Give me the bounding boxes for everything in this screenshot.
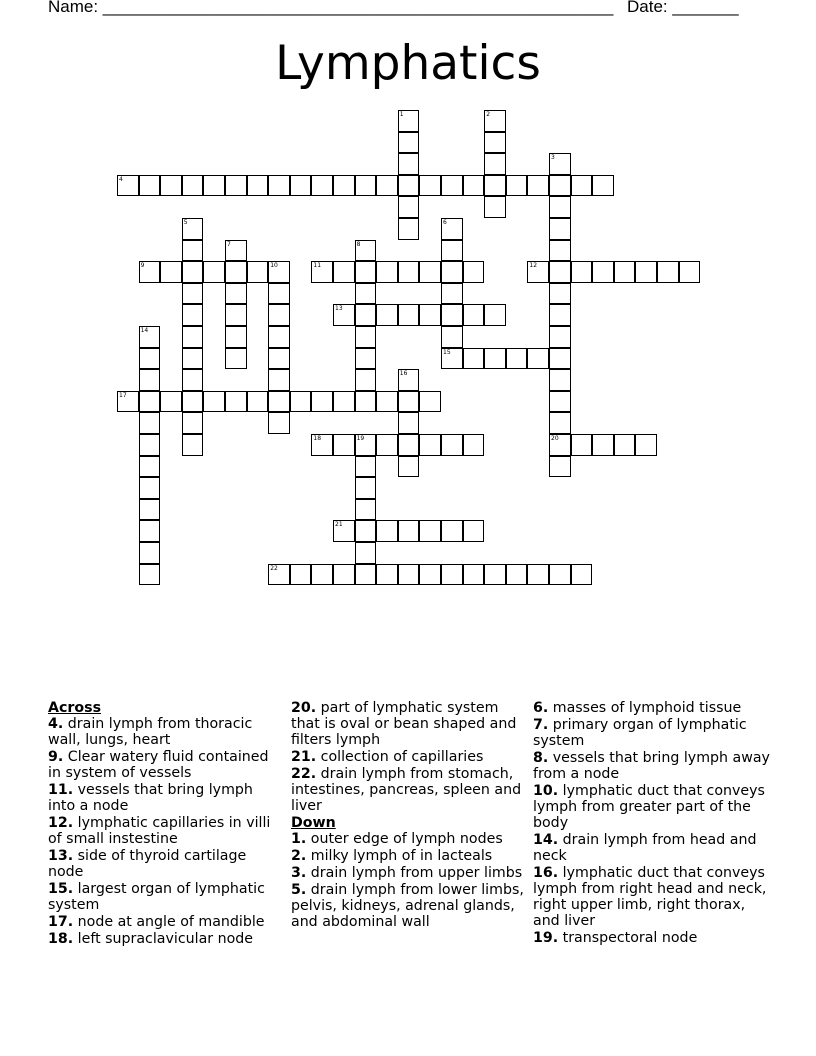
grid-cell[interactable] (333, 175, 355, 197)
clue-number: 12. (48, 815, 74, 831)
grid-cell[interactable] (376, 261, 398, 283)
clues-column-2 (291, 700, 526, 931)
grid-cell[interactable] (635, 261, 657, 283)
clue-text: primary organ of lymphatic system (533, 717, 747, 749)
grid-cell[interactable] (549, 326, 571, 348)
grid-cell[interactable] (311, 434, 333, 456)
grid-cell[interactable] (679, 261, 701, 283)
clue-text: drain lymph from stomach, intestines, pancreas, spleen and liver (291, 766, 522, 814)
grid-cell[interactable] (549, 261, 571, 283)
grid-cell[interactable] (549, 196, 571, 218)
grid-cell[interactable] (139, 564, 161, 586)
clue-text: drain lymph from lower limbs, pelvis, kidneys, adrenal glands, and abdominal wall (291, 882, 524, 930)
grid-cell[interactable] (549, 434, 571, 456)
grid-cell[interactable] (139, 412, 161, 434)
grid-cell[interactable] (484, 196, 506, 218)
clue-text: transpectoral node (562, 930, 698, 946)
clue-across-17 (48, 914, 283, 930)
clue-text: node at angle of mandible (77, 914, 265, 930)
grid-cell[interactable] (463, 175, 485, 197)
grid-cell[interactable] (419, 261, 441, 283)
clue-text: drain lymph from thoracic wall, lungs, heart (48, 716, 253, 748)
clue-number: 14. (533, 832, 559, 848)
grid-cell[interactable] (592, 434, 614, 456)
grid-cell[interactable] (268, 175, 290, 197)
clue-across-22 (291, 766, 526, 814)
grid-cell[interactable] (268, 564, 290, 586)
grid-cell[interactable] (484, 110, 506, 132)
clue-down-1 (291, 831, 526, 847)
cell-number: 14 (140, 327, 149, 334)
clue-down-14 (533, 832, 773, 864)
clue-text: masses of lymphoid tissue (552, 700, 742, 716)
grid-cell[interactable] (592, 261, 614, 283)
cell-number: 7 (227, 240, 231, 248)
grid-cell[interactable] (592, 175, 614, 197)
grid-cell[interactable] (247, 175, 269, 197)
clue-across-21 (291, 749, 526, 765)
grid-cell[interactable] (484, 564, 506, 586)
grid-cell[interactable] (571, 261, 593, 283)
date-field[interactable]: Date: _______ (627, 0, 739, 16)
grid-cell[interactable] (333, 304, 355, 326)
grid-cell[interactable] (419, 391, 441, 413)
cell-number: 13 (335, 305, 343, 313)
grid-cell[interactable] (441, 304, 463, 326)
grid-cell[interactable] (398, 153, 420, 175)
cell-number: 16 (399, 370, 408, 378)
grid-cell[interactable] (484, 304, 506, 326)
grid-cell[interactable] (441, 434, 463, 456)
grid-cell[interactable] (441, 564, 463, 586)
grid-cell[interactable] (527, 261, 549, 283)
clue-text: Clear watery fluid contained in system of vessels (48, 749, 269, 781)
grid-cell[interactable] (398, 196, 420, 218)
clue-down-10 (533, 783, 773, 831)
grid-cell[interactable] (635, 434, 657, 456)
grid-cell[interactable] (571, 175, 593, 197)
grid-cell[interactable] (117, 175, 139, 197)
grid-cell[interactable] (657, 261, 679, 283)
grid-cell[interactable] (398, 564, 420, 586)
clue-across-20 (291, 700, 526, 748)
grid-cell[interactable] (247, 391, 269, 413)
grid-cell[interactable] (290, 175, 312, 197)
grid-cell[interactable] (376, 304, 398, 326)
grid-cell[interactable] (355, 391, 377, 413)
grid-cell[interactable] (441, 261, 463, 283)
clue-number: 1. (291, 831, 307, 847)
grid-cell[interactable] (182, 348, 204, 370)
clue-number: 19. (533, 930, 559, 946)
clue-number: 4. (48, 716, 64, 732)
clue-text: drain lymph from upper limbs (310, 865, 523, 881)
grid-cell[interactable] (398, 261, 420, 283)
clue-text: outer edge of lymph nodes (310, 831, 503, 847)
cell-number: 3 (551, 154, 555, 162)
grid-cell[interactable] (139, 456, 161, 478)
clue-text: side of thyroid cartilage node (48, 848, 247, 880)
grid-cell[interactable] (549, 348, 571, 370)
grid-cell[interactable] (549, 456, 571, 478)
cell-number: 2 (486, 111, 491, 118)
grid-cell[interactable] (527, 175, 549, 197)
clue-number: 18. (48, 931, 74, 947)
clue-text: lymphatic duct that conveys lymph from right head and neck, right upper limb, right thorax, and liver (533, 865, 767, 929)
grid-cell[interactable] (376, 391, 398, 413)
grid-cell[interactable] (311, 261, 333, 283)
grid-cell[interactable] (268, 283, 290, 305)
clue-number: 22. (291, 766, 317, 782)
down-heading: Down (291, 815, 336, 831)
clue-text: lymphatic duct that conveys lymph from greater part of the body (533, 783, 765, 831)
clue-number: 5. (291, 882, 307, 898)
clue-down-16 (533, 865, 773, 929)
grid-cell[interactable] (398, 369, 420, 391)
clue-number: 16. (533, 865, 559, 881)
grid-cell[interactable] (549, 304, 571, 326)
grid-cell[interactable] (290, 391, 312, 413)
grid-cell[interactable] (333, 564, 355, 586)
clue-text: lymphatic capillaries in villi of small instestine (48, 815, 271, 847)
clue-number: 6. (533, 700, 549, 716)
grid-cell[interactable] (549, 153, 571, 175)
clue-text: vessels that bring lymph away from a node (533, 750, 770, 782)
grid-cell[interactable] (182, 326, 204, 348)
grid-cell[interactable] (549, 218, 571, 240)
grid-cell[interactable] (225, 326, 247, 348)
grid-cell[interactable] (419, 304, 441, 326)
grid-cell[interactable] (398, 456, 420, 478)
across-heading: Across (48, 700, 102, 716)
grid-cell[interactable] (333, 261, 355, 283)
grid-cell[interactable] (549, 240, 571, 262)
grid-cell[interactable] (182, 261, 204, 283)
cell-number: 1 (399, 111, 404, 118)
cell-number: 19 (356, 435, 365, 442)
cell-number: 18 (313, 435, 322, 442)
grid-cell[interactable] (398, 434, 420, 456)
grid-cell[interactable] (225, 304, 247, 326)
grid-cell[interactable] (441, 520, 463, 542)
grid-cell[interactable] (398, 132, 420, 154)
clue-number: 13. (48, 848, 74, 864)
clue-across-4 (48, 716, 283, 748)
grid-cell[interactable] (355, 348, 377, 370)
page-title: Lymphatics (275, 36, 541, 91)
grid-cell[interactable] (290, 564, 312, 586)
grid-cell[interactable] (225, 391, 247, 413)
grid-cell[interactable] (182, 304, 204, 326)
clues-column-3 (533, 700, 773, 947)
cell-number: 9 (140, 262, 145, 270)
grid-cell[interactable] (160, 261, 182, 283)
clue-down-7 (533, 717, 773, 749)
grid-cell[interactable] (376, 175, 398, 197)
grid-cell[interactable] (139, 369, 161, 391)
grid-cell[interactable] (376, 434, 398, 456)
grid-cell[interactable] (398, 412, 420, 434)
grid-cell[interactable] (139, 434, 161, 456)
grid-cell[interactable] (333, 391, 355, 413)
grid-cell[interactable] (506, 175, 528, 197)
grid-cell[interactable] (463, 520, 485, 542)
grid-cell[interactable] (527, 564, 549, 586)
clue-across-9 (48, 749, 283, 781)
grid-cell[interactable] (549, 283, 571, 305)
grid-cell[interactable] (441, 218, 463, 240)
clue-down-3 (291, 865, 526, 881)
grid-cell[interactable] (398, 304, 420, 326)
cell-number: 10 (270, 262, 278, 270)
grid-cell[interactable] (463, 564, 485, 586)
grid-cell[interactable] (182, 434, 204, 456)
grid-cell[interactable] (506, 348, 528, 370)
grid-cell[interactable] (355, 175, 377, 197)
grid-cell[interactable] (398, 175, 420, 197)
grid-cell[interactable] (484, 132, 506, 154)
grid-cell[interactable] (355, 326, 377, 348)
cell-number: 4 (119, 175, 123, 183)
grid-cell[interactable] (311, 564, 333, 586)
grid-cell[interactable] (355, 369, 377, 391)
grid-cell[interactable] (441, 240, 463, 262)
clue-number: 7. (533, 717, 549, 733)
grid-cell[interactable] (160, 175, 182, 197)
grid-cell[interactable] (549, 412, 571, 434)
grid-cell[interactable] (441, 175, 463, 197)
grid-cell[interactable] (139, 326, 161, 348)
grid-cell[interactable] (182, 412, 204, 434)
grid-cell[interactable] (139, 348, 161, 370)
clue-number: 17. (48, 914, 74, 930)
grid-cell[interactable] (247, 261, 269, 283)
grid-cell[interactable] (160, 391, 182, 413)
grid-cell[interactable] (398, 520, 420, 542)
grid-cell[interactable] (182, 283, 204, 305)
clue-across-13 (48, 848, 283, 880)
clue-down-5 (291, 882, 526, 930)
grid-cell[interactable] (225, 175, 247, 197)
grid-cell[interactable] (571, 434, 593, 456)
grid-cell[interactable] (398, 110, 420, 132)
grid-cell[interactable] (268, 326, 290, 348)
grid-cell[interactable] (311, 175, 333, 197)
clue-number: 21. (291, 749, 317, 765)
grid-cell[interactable] (549, 564, 571, 586)
clue-number: 15. (48, 881, 74, 897)
grid-cell[interactable] (419, 175, 441, 197)
clue-down-19 (533, 930, 773, 946)
grid-cell[interactable] (355, 261, 377, 283)
grid-cell[interactable] (139, 520, 161, 542)
cell-number: 15 (443, 348, 451, 356)
clue-across-12 (48, 815, 283, 847)
grid-cell[interactable] (355, 434, 377, 456)
clue-number: 8. (533, 750, 549, 766)
grid-cell[interactable] (355, 240, 377, 262)
clue-number: 11. (48, 782, 74, 798)
clues-column-1 (48, 700, 283, 948)
grid-cell[interactable] (268, 391, 290, 413)
cell-number: 11 (313, 262, 322, 270)
grid-cell[interactable] (139, 477, 161, 499)
cell-number: 8 (356, 240, 361, 248)
grid-cell[interactable] (484, 348, 506, 370)
grid-cell[interactable] (549, 369, 571, 391)
grid-cell[interactable] (398, 218, 420, 240)
grid-cell[interactable] (484, 175, 506, 197)
clue-text: largest organ of lymphatic system (48, 881, 265, 913)
grid-cell[interactable] (225, 348, 247, 370)
grid-cell[interactable] (355, 456, 377, 478)
grid-cell[interactable] (571, 564, 593, 586)
cell-number: 22 (270, 564, 278, 572)
grid-cell[interactable] (139, 542, 161, 564)
grid-cell[interactable] (419, 520, 441, 542)
grid-cell[interactable] (333, 434, 355, 456)
clue-across-15 (48, 881, 283, 913)
grid-cell[interactable] (398, 391, 420, 413)
grid-cell[interactable] (441, 283, 463, 305)
grid-cell[interactable] (139, 175, 161, 197)
grid-cell[interactable] (203, 175, 225, 197)
grid-cell[interactable] (225, 240, 247, 262)
grid-cell[interactable] (355, 520, 377, 542)
grid-cell[interactable] (463, 434, 485, 456)
grid-cell[interactable] (614, 261, 636, 283)
cell-number: 21 (335, 521, 343, 529)
clue-text: part of lymphatic system that is oval or bean shaped and filters lymph (291, 700, 517, 748)
grid-cell[interactable] (117, 391, 139, 413)
name-field[interactable]: Name: ______________________________________________________ (48, 0, 614, 16)
clue-text: left supraclavicular node (77, 931, 254, 947)
grid-cell[interactable] (506, 564, 528, 586)
grid-cell[interactable] (419, 434, 441, 456)
grid-cell[interactable] (311, 391, 333, 413)
clue-text: drain lymph from head and neck (533, 832, 757, 864)
grid-cell[interactable] (182, 218, 204, 240)
grid-cell[interactable] (333, 520, 355, 542)
grid-cell[interactable] (463, 261, 485, 283)
clue-across-11 (48, 782, 283, 814)
grid-cell[interactable] (268, 261, 290, 283)
grid-cell[interactable] (419, 564, 441, 586)
grid-cell[interactable] (441, 326, 463, 348)
grid-cell[interactable] (268, 304, 290, 326)
grid-cell[interactable] (355, 499, 377, 521)
grid-cell[interactable] (182, 175, 204, 197)
grid-cell[interactable] (225, 283, 247, 305)
grid-cell[interactable] (225, 261, 247, 283)
grid-cell[interactable] (203, 391, 225, 413)
clue-text: collection of capillaries (320, 749, 484, 765)
grid-cell[interactable] (376, 520, 398, 542)
clue-down-6 (533, 700, 773, 716)
grid-cell[interactable] (355, 542, 377, 564)
clue-text: milky lymph of in lacteals (310, 848, 493, 864)
grid-cell[interactable] (463, 304, 485, 326)
cell-number: 5 (183, 219, 188, 226)
grid-cell[interactable] (182, 391, 204, 413)
clue-number: 2. (291, 848, 307, 864)
cell-number: 20 (551, 435, 559, 442)
grid-cell[interactable] (268, 412, 290, 434)
cell-number: 12 (529, 262, 538, 270)
grid-cell[interactable] (484, 153, 506, 175)
cell-number: 17 (119, 391, 127, 399)
grid-cell[interactable] (268, 369, 290, 391)
grid-cell[interactable] (268, 348, 290, 370)
grid-cell[interactable] (355, 477, 377, 499)
grid-cell[interactable] (549, 175, 571, 197)
clue-down-2 (291, 848, 526, 864)
grid-cell[interactable] (182, 369, 204, 391)
grid-cell[interactable] (355, 304, 377, 326)
grid-cell[interactable] (139, 391, 161, 413)
grid-cell[interactable] (355, 283, 377, 305)
grid-cell[interactable] (527, 348, 549, 370)
clue-number: 3. (291, 865, 307, 881)
grid-cell[interactable] (376, 564, 398, 586)
grid-cell[interactable] (203, 261, 225, 283)
grid-cell[interactable] (441, 348, 463, 370)
clue-down-8 (533, 750, 773, 782)
grid-cell[interactable] (549, 391, 571, 413)
clue-number: 20. (291, 700, 317, 716)
grid-cell[interactable] (139, 499, 161, 521)
grid-cell[interactable] (139, 261, 161, 283)
grid-cell[interactable] (182, 240, 204, 262)
clue-number: 9. (48, 749, 64, 765)
grid-cell[interactable] (614, 434, 636, 456)
clue-text: vessels that bring lymph into a node (48, 782, 253, 814)
clue-number: 10. (533, 783, 559, 799)
grid-cell[interactable] (463, 348, 485, 370)
grid-cell[interactable] (355, 564, 377, 586)
clue-across-18 (48, 931, 283, 947)
cell-number: 6 (443, 219, 447, 226)
